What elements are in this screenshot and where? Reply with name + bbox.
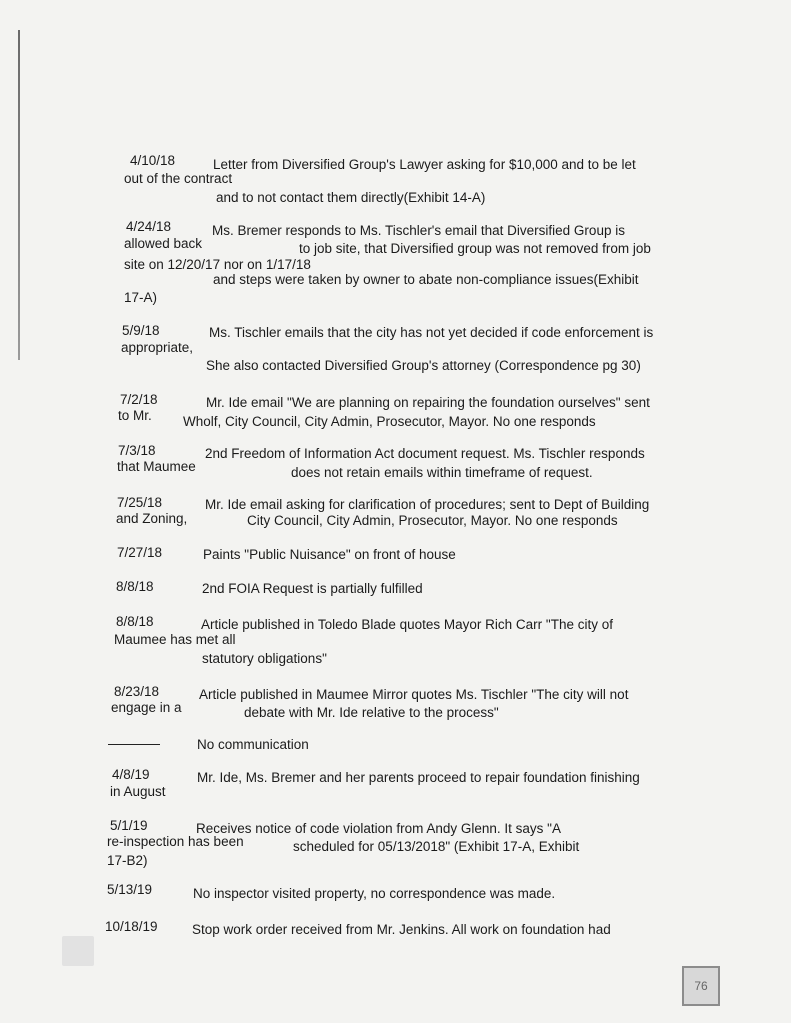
entry-date: 8/23/18 bbox=[114, 684, 160, 699]
entry-text: that Maumee bbox=[117, 459, 196, 474]
entry-date: 7/27/18 bbox=[117, 545, 163, 560]
entry-text: Ms. Bremer responds to Ms. Tischler's email that Diversified Group is bbox=[212, 223, 625, 238]
scan-smudge bbox=[62, 936, 94, 966]
entry-date: 4/8/19 bbox=[112, 767, 150, 782]
entry-date: 4/10/18 bbox=[130, 153, 176, 168]
entry-text: Letter from Diversified Group's Lawyer asking for $10,000 and to be let bbox=[213, 157, 636, 172]
entry-text: allowed back bbox=[124, 236, 203, 251]
entry-text: site on 12/20/17 nor on 1/17/18 bbox=[124, 257, 311, 272]
entry-text: to Mr. bbox=[118, 408, 152, 423]
entry-text: Mr. Ide email asking for clarification of procedures; sent to Dept of Building bbox=[205, 497, 650, 512]
entry-text: does not retain emails within timeframe of request. bbox=[291, 465, 593, 480]
entry-text: and steps were taken by owner to abate non-compliance issues(Exhibit bbox=[213, 272, 639, 287]
entry-text: and to not contact them directly(Exhibit 14-A) bbox=[216, 190, 486, 205]
entry-text: Mr. Ide, Ms. Bremer and her parents proceed to repair foundation finishing bbox=[197, 770, 640, 785]
entry-text: She also contacted Diversified Group's attorney (Correspondence pg 30) bbox=[206, 358, 641, 373]
entry-date: 7/2/18 bbox=[120, 392, 158, 407]
entry-text: out of the contract bbox=[124, 171, 233, 186]
entry-text: No inspector visited property, no correspondence was made. bbox=[193, 886, 556, 901]
entry-text: 17-B2) bbox=[107, 853, 148, 868]
entry-text: Wholf, City Council, City Admin, Prosecutor, Mayor. No one responds bbox=[183, 414, 596, 429]
entry-text: re-inspection has been bbox=[107, 834, 244, 849]
entry-date: 8/8/18 bbox=[116, 579, 154, 594]
entry-text: 2nd FOIA Request is partially fulfilled bbox=[202, 581, 423, 596]
entry-date: 5/1/19 bbox=[110, 818, 148, 833]
entry-text: City Council, City Admin, Prosecutor, Mayor. No one responds bbox=[247, 513, 618, 528]
scan-edge-mark bbox=[18, 30, 20, 360]
entry-text: No communication bbox=[197, 737, 309, 752]
entry-text: statutory obligations" bbox=[202, 651, 327, 666]
entry-date: 7/3/18 bbox=[118, 443, 156, 458]
entry-text: Receives notice of code violation from Andy Glenn. It says "A bbox=[196, 821, 561, 836]
entry-date: 10/18/19 bbox=[105, 919, 158, 934]
entry-text: appropriate, bbox=[121, 340, 194, 355]
entry-text: in August bbox=[110, 784, 166, 799]
entry-text: to job site, that Diversified group was not removed from job bbox=[299, 241, 651, 256]
entry-text: Article published in Maumee Mirror quotes Ms. Tischler "The city will not bbox=[199, 687, 629, 702]
entry-date: 5/13/19 bbox=[107, 882, 153, 897]
entry-text: Stop work order received from Mr. Jenkins. All work on foundation had bbox=[192, 922, 611, 937]
entry-text: engage in a bbox=[111, 700, 182, 715]
entry-date: 8/8/18 bbox=[116, 614, 154, 629]
entry-date: 4/24/18 bbox=[126, 219, 172, 234]
entry-text: Paints "Public Nuisance" on front of house bbox=[203, 547, 456, 562]
entry-text: and Zoning, bbox=[116, 511, 188, 526]
entry-text: debate with Mr. Ide relative to the process" bbox=[244, 705, 499, 720]
entry-text: 2nd Freedom of Information Act document request. Ms. Tischler responds bbox=[205, 446, 645, 461]
entry-text: scheduled for 05/13/2018" (Exhibit 17-A, Exhibit bbox=[293, 839, 580, 854]
entry-date: 5/9/18 bbox=[122, 323, 160, 338]
entry-text: Maumee has met all bbox=[114, 632, 236, 647]
entry-text: Mr. Ide email "We are planning on repairing the foundation ourselves" sent bbox=[206, 395, 650, 410]
page-number: 76 bbox=[682, 966, 720, 1006]
entry-text: Ms. Tischler emails that the city has not yet decided if code enforcement is bbox=[209, 325, 654, 340]
blank-date-line bbox=[108, 744, 160, 745]
entry-text: Article published in Toledo Blade quotes Mayor Rich Carr "The city of bbox=[201, 617, 613, 632]
entry-date: 7/25/18 bbox=[117, 495, 163, 510]
entry-text: 17-A) bbox=[124, 290, 158, 305]
